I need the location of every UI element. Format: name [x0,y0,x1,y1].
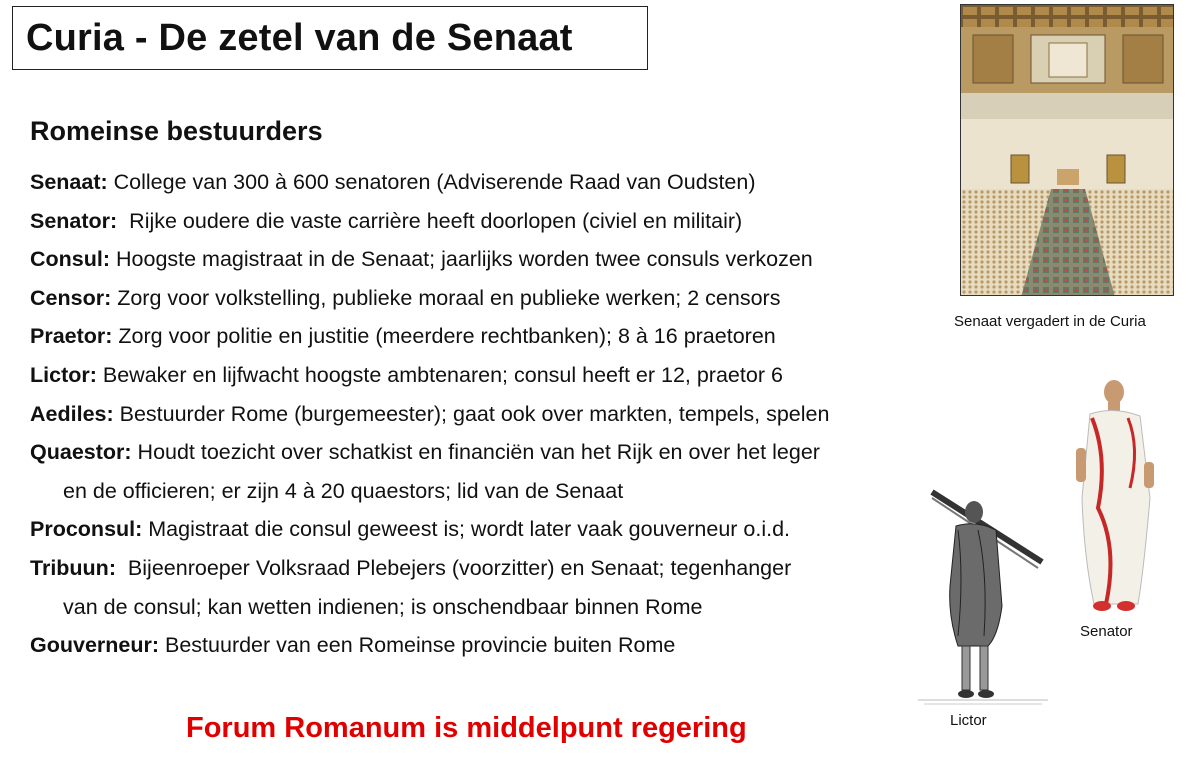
term-label: Quaestor: [30,440,132,465]
senator-figure [1068,378,1160,617]
term-row [30,549,960,626]
term-definition: Zorg voor politie en justitie (meerdere rechtbanken); 8 à 16 praetoren [112,324,776,349]
term-definition: Houdt toezicht over schatkist en financiën van het Rijk en over het leger [131,440,820,465]
term-label: Censor: [30,285,112,310]
term-label: Gouverneur: [30,633,160,658]
senator-caption: Senator [1080,623,1133,640]
term-row [30,510,960,549]
term-label: Praetor: [30,324,113,349]
term-definition: Hoogste magistraat in de Senaat; jaarlijks worden twee consuls verkozen [110,247,813,272]
term-definition-continued: en de officieren; er zijn 4 à 20 quaestors; lid van de Senaat [63,478,624,503]
term-row [30,626,960,665]
term-label: Senaat: [30,170,108,194]
term-definition: College van 300 à 600 senatoren (Adviserende Raad van Oudsten) [107,170,756,194]
term-definition: Rijke oudere die vaste carrière heeft doorlopen (civiel en militair) [117,208,743,233]
section-heading: Romeinse bestuurders [30,116,323,146]
term-definition: Zorg voor volkstelling, publieke moraal en publieke werken; 2 censors [111,285,781,310]
term-definition: Bestuurder van een Romeinse provincie buiten Rome [159,633,676,658]
footer-statement: Forum Romanum is middelpunt regering [186,712,747,744]
terms-list [30,163,960,665]
term-label: Proconsul: [30,517,143,542]
term-label: Aediles: [30,401,114,426]
term-definition: Bestuurder Rome (burgemeester); gaat ook over markten, tempels, spelen [113,401,830,426]
term-row [30,356,960,395]
curia-interior-image [960,4,1174,296]
term-label: Senator: [30,208,118,233]
term-row [30,279,960,318]
term-definition-continued: van de consul; kan wetten indienen; is onschendbaar binnen Rome [63,594,703,619]
lictor-caption: Lictor [950,712,987,729]
term-definition: Magistraat die consul geweest is; wordt later vaak gouverneur o.i.d. [142,517,791,542]
term-definition: Bijeenroeper Volksraad Plebejers (voorzitter) en Senaat; tegenhanger [115,555,792,580]
lictor-figure [918,486,1048,713]
term-row [30,240,960,279]
page-title: Curia - De zetel van de Senaat [26,16,573,59]
term-row [30,163,960,202]
curia-caption: Senaat vergadert in de Curia [954,313,1146,330]
term-definition: Bewaker en lijfwacht hoogste ambtenaren; consul heeft er 12, praetor 6 [96,362,783,387]
title-box [12,6,648,70]
term-row [30,433,960,510]
term-row [30,202,960,241]
term-row [30,317,960,356]
term-label: Consul: [30,247,111,272]
term-label: Tribuun: [30,555,116,580]
term-label: Lictor: [30,362,97,387]
term-row [30,395,960,434]
